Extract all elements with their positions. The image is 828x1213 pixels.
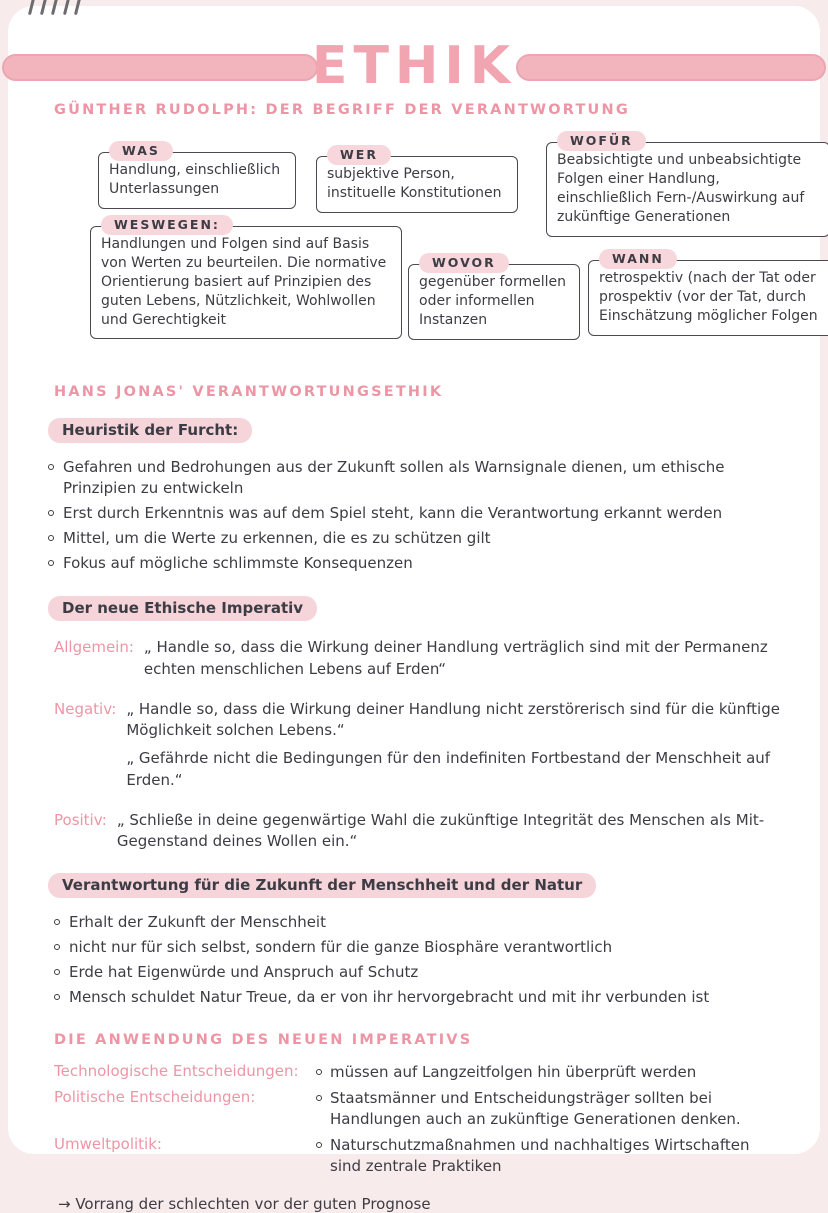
list-item: Mensch schuldet Natur Treue, da er von ihr hervorgebracht und mit ihr verbunden ist [54, 987, 780, 1008]
zukunft-title: Verantwortung für die Zukunft der Menschheit und der Natur [48, 873, 596, 898]
bullet-icon [54, 969, 60, 975]
quote: „ Handle so, dass die Wirkung deiner Handlung verträglich sind mit der Permanenz echten menschlichen Lebens auf Erden“ [143, 638, 768, 678]
heuristik-bullets [48, 457, 780, 574]
bullet-icon [316, 1142, 322, 1148]
row-label: Politische Entscheidungen: [54, 1088, 256, 1106]
list-item: Erhalt der Zukunft der Menschheit [54, 912, 780, 933]
title-bar-left [2, 54, 318, 81]
box-wann-text: retrospektiv (nach der Tat oder prospektiv (vor der Tat, durch Einschätzung möglicher Folgen [599, 270, 818, 324]
arrow-note: → Vorrang der schlechten vor der guten Prognose [58, 1195, 431, 1213]
entry-label: Positiv: [54, 810, 107, 829]
title-row [0, 36, 828, 96]
box-wer [316, 147, 518, 213]
box-weswegen-label: WESWEGEN: [101, 215, 233, 235]
zukunft-title-wrap [48, 873, 780, 898]
imperativ-allgemein [54, 637, 780, 681]
zukunft-bullets [54, 912, 780, 1008]
notes-page [8, 6, 820, 1213]
bullet-icon [316, 1069, 322, 1075]
anwendung-row-politisch: Politische Entscheidungen: Staatsmänner und Entscheidungsträger sollten bei Handlungen auch an zukünftige Generationen denken. [54, 1088, 741, 1128]
box-wer-text: subjektive Person, instituelle Konstitutionen [327, 166, 502, 201]
bullet-icon [48, 464, 54, 470]
definition-boxes [48, 133, 818, 362]
list-item: Mittel, um die Werte zu erkennen, die es zu schützen gilt [48, 528, 780, 549]
anwendung-row-technologisch: Technologische Entscheidungen: müssen auf Langzeitfolgen hin überprüft werden [54, 1062, 697, 1081]
bullet-icon [48, 535, 54, 541]
box-weswegen-text: Handlungen und Folgen sind auf Basis von Werten zu beurteilen. Die normative Orientierung basiert auf Prinzipien des guten Lebens, Nützlichkeit, Wohlwollen und Gerechtigkeit [101, 236, 387, 328]
page-title: ETHIK [311, 36, 517, 96]
bullet-icon [48, 560, 54, 566]
imperativ-positiv [54, 810, 780, 854]
box-wovor [408, 255, 580, 340]
box-was-text: Handlung, einschließlich Unterlassungen [109, 162, 281, 197]
bullet-icon [48, 510, 54, 516]
box-wofuer-label: WOFÜR [557, 131, 646, 151]
imperativ-negativ [54, 699, 780, 792]
quote: „ Schließe in deine gegenwärtige Wahl die zukünftige Integrität des Menschen als Mit-Gegenstand deines Wollen ein.“ [116, 810, 765, 851]
box-wofuer-text: Beabsichtigte und unbeabsichtigte Folgen einer Handlung, einschließlich Fern-/Auswirkung auf zukünftige Generationen [557, 152, 805, 225]
spiral-binding-icon [30, 0, 79, 15]
box-weswegen [90, 217, 402, 339]
anwendung-rows [48, 1062, 780, 1177]
list-item: Fokus auf mögliche schlimmste Konsequenzen [48, 553, 780, 574]
box-wann [588, 251, 828, 336]
quote: „ Handle so, dass die Wirkung deiner Handlung nicht zerstörerisch sind für die künftige Möglichkeit solchen Lebens.“ [126, 699, 780, 740]
heuristik-title: Heuristik der Furcht: [48, 418, 252, 443]
list-item: Erde hat Eigenwürde und Anspruch auf Schutz [54, 962, 780, 983]
section-heading-jonas: HANS JONAS' VERANTWORTUNGSETHIK [54, 384, 444, 400]
list-item: nicht nur für sich selbst, sondern für die ganze Biosphäre verantwortlich [54, 937, 780, 958]
section-heading-rudolph: GÜNTHER RUDOLPH: DER BEGRIFF DER VERANTWORTUNG [54, 102, 630, 118]
imperativ-title: Der neue Ethische Imperativ [48, 596, 317, 621]
box-was-label: WAS [109, 141, 173, 161]
box-wovor-text: gegenüber formellen oder informellen Instanzen [419, 274, 566, 328]
box-wer-label: WER [327, 145, 391, 165]
section-heading-anwendung: DIE ANWENDUNG DES NEUEN IMPERATIVS [54, 1032, 473, 1048]
bullet-icon [316, 1095, 322, 1101]
box-wann-label: WANN [599, 249, 677, 269]
row-label: Technologische Entscheidungen: [54, 1062, 299, 1080]
bullet-icon [54, 919, 60, 925]
box-wovor-label: WOVOR [419, 253, 509, 273]
row-label: Umweltpolitik: [54, 1135, 162, 1153]
box-wofuer [546, 133, 828, 237]
anwendung-row-umwelt: Umweltpolitik: Naturschutzmaßnahmen und nachhaltiges Wirtschaften sind zentrale Praktiken [54, 1135, 750, 1175]
title-bar-right [516, 54, 826, 81]
entry-label: Negativ: [54, 699, 117, 718]
list-item: Gefahren und Bedrohungen aus der Zukunft sollen als Warnsignale dienen, um ethische Prinzipien zu entwickeln [48, 457, 780, 499]
list-item: Erst durch Erkenntnis was auf dem Spiel steht, kann die Verantwortung erkannt werden [48, 503, 780, 524]
box-was [98, 143, 296, 209]
bullet-icon [54, 994, 60, 1000]
heuristik-title-wrap [48, 418, 780, 443]
quote: „ Gefährde nicht die Bedingungen für den indefiniten Fortbestand der Menschheit auf Erden.“ [126, 749, 771, 789]
imperativ-title-wrap [48, 596, 780, 621]
entry-label: Allgemein: [54, 638, 134, 656]
bullet-icon [54, 944, 60, 950]
